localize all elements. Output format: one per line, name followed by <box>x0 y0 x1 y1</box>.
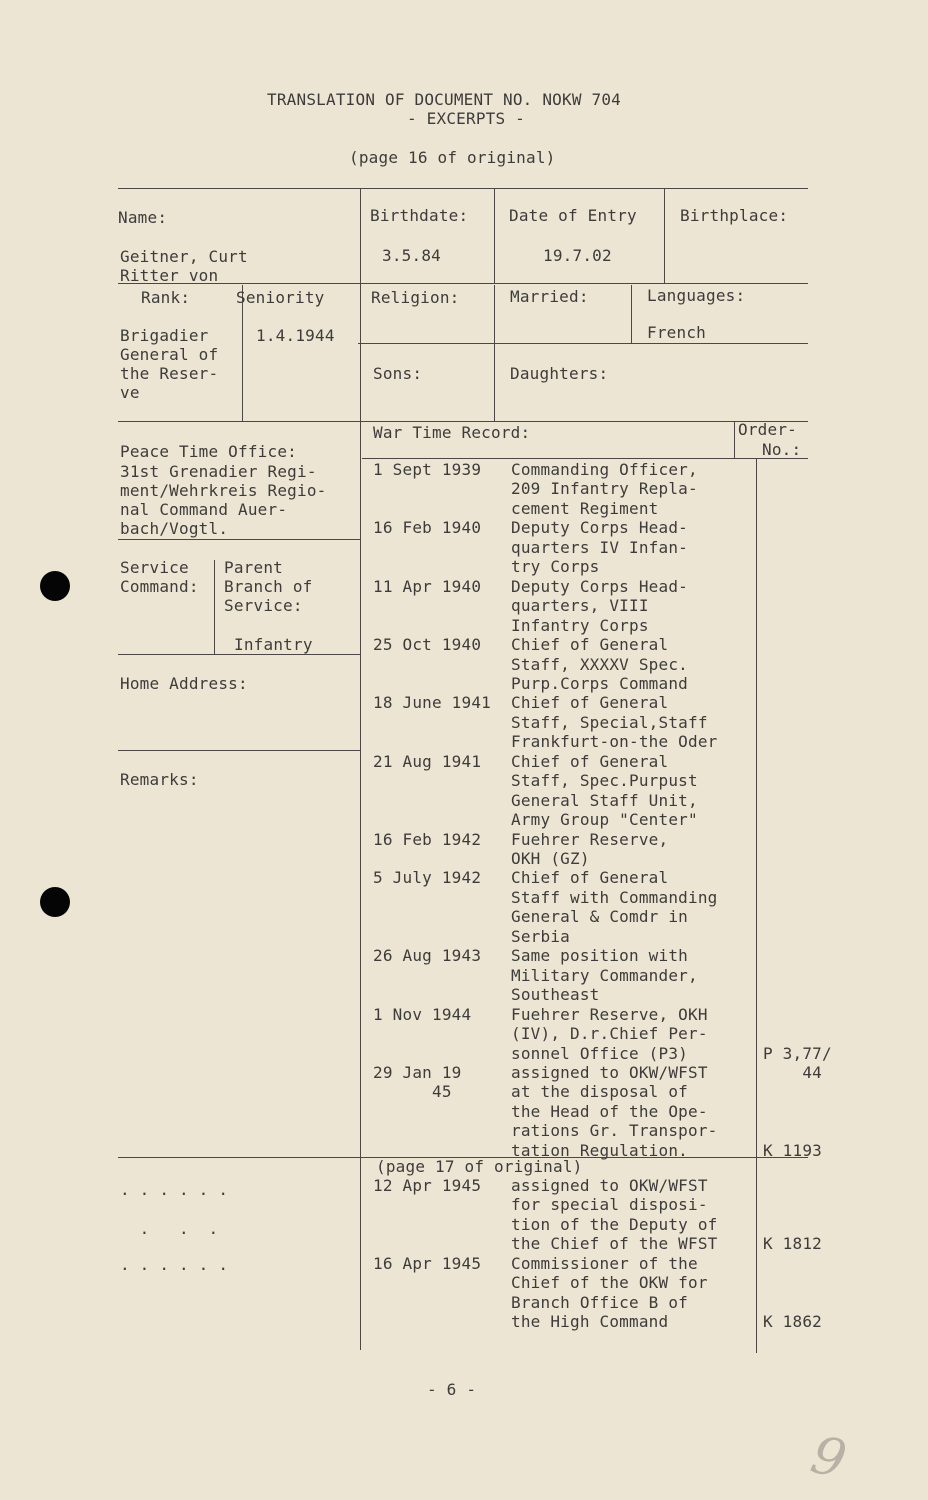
entry-text: (IV), D.r.Chief Per- <box>511 1024 708 1044</box>
punch-hole-top <box>40 571 70 601</box>
rule-rank <box>118 283 808 284</box>
entry-label: Date of Entry <box>509 206 637 225</box>
omission-dots: . . . <box>120 1219 219 1238</box>
entry-text: Staff, Spec.Purpust <box>511 771 698 791</box>
order-label-2: No.: <box>762 440 802 459</box>
entry-date: 16 Feb 1940 <box>373 518 482 538</box>
entry-text: Infantry Corps <box>511 615 649 635</box>
col-parent <box>214 560 215 654</box>
document-subtitle: - EXCERPTS - <box>407 109 525 128</box>
entry-date: 5 July 1942 <box>373 868 482 888</box>
service-label-1: Service <box>120 558 189 577</box>
remarks-label: Remarks: <box>120 770 199 789</box>
entry-value: 19.7.02 <box>543 246 612 265</box>
entry-date: 11 Apr 1940 <box>373 576 482 596</box>
pencil-mark: 9 <box>805 1424 852 1492</box>
birthdate-label: Birthdate: <box>370 206 469 225</box>
entry-text: Chief of General <box>511 751 669 771</box>
entry-text: the Chief of the WFST <box>511 1234 718 1254</box>
parent-label-2: Branch of <box>224 577 313 596</box>
entry-order-no: 44 <box>763 1062 822 1082</box>
rank-value-4: ve <box>120 383 140 402</box>
entry-text: Same position with <box>511 946 688 966</box>
languages-value: French <box>647 323 706 342</box>
entry-order-no: K 1193 <box>763 1140 822 1160</box>
entry-text: Serbia <box>511 926 570 946</box>
entry-text: Commanding Officer, <box>511 460 698 479</box>
entry-text: tation Regulation. <box>511 1140 688 1160</box>
entry-text: the Head of the Ope- <box>511 1101 708 1121</box>
entry-text: Chief of General <box>511 868 669 888</box>
col-entry <box>494 188 495 283</box>
peace-value-1: 31st Grenadier Regi- <box>120 462 317 481</box>
entry-text: assigned to OKW/WFST <box>511 1176 708 1195</box>
name-value-2: Ritter von <box>120 266 219 285</box>
entry-text: Staff with Commanding <box>511 887 718 907</box>
daughters-label: Daughters: <box>510 364 609 383</box>
entry-text: Southeast <box>511 985 600 1005</box>
parent-label-3: Service: <box>224 596 303 615</box>
entry-date: 1 Sept 1939 <box>373 460 482 479</box>
entry-text: sonnel Office (P3) <box>511 1043 688 1063</box>
entry-text: try Corps <box>511 557 600 577</box>
entry-text: Deputy Corps Head- <box>511 518 688 538</box>
languages-label: Languages: <box>647 286 746 305</box>
entry-order-no: K 1812 <box>763 1234 822 1254</box>
name-value-1: Geitner, Curt <box>120 247 248 266</box>
peace-value-3: nal Command Auer- <box>120 500 288 519</box>
entry-text: Frankfurt-on-the Oder <box>511 732 718 752</box>
omission-dots: . . . . . . <box>120 1180 229 1199</box>
entry-text: Chief of General <box>511 693 669 713</box>
entry-text: tion of the Deputy of <box>511 1214 718 1234</box>
entry-text: Military Commander, <box>511 965 698 985</box>
entry-date: 25 Oct 1940 <box>373 635 482 655</box>
entry-text: Fuehrer Reserve, OKH <box>511 1004 708 1024</box>
entry-text: General & Comdr in <box>511 907 688 927</box>
entry-text: Chief of the OKW for <box>511 1273 708 1293</box>
col-order-head <box>734 421 735 458</box>
entry-date: 12 Apr 1945 <box>373 1176 482 1195</box>
peace-value-2: ment/Wehrkreis Regio- <box>120 481 327 500</box>
parent-label-1: Parent <box>224 558 283 577</box>
entry-text: Purp.Corps Command <box>511 673 688 693</box>
rule-peace <box>118 539 360 540</box>
entry-date: 16 Apr 1945 <box>373 1253 482 1273</box>
entry-date: 21 Aug 1941 <box>373 751 482 771</box>
name-label: Name: <box>118 208 168 227</box>
home-address-label: Home Address: <box>120 674 248 693</box>
col-left <box>360 188 361 1350</box>
entry-date: 26 Aug 1943 <box>373 946 482 966</box>
rule-married <box>358 343 808 344</box>
rank-value-3: the Reser- <box>120 364 219 383</box>
entry-text: Staff, XXXXV Spec. <box>511 654 688 674</box>
entry-text: quarters, VIII <box>511 596 649 616</box>
sons-label: Sons: <box>373 364 423 383</box>
religion-label: Religion: <box>371 288 460 307</box>
entry-text: 209 Infantry Repla- <box>511 479 698 499</box>
document-title: TRANSLATION OF DOCUMENT NO. NOKW 704 <box>267 90 621 109</box>
married-label: Married: <box>510 287 589 306</box>
punch-hole-bottom <box>40 887 70 917</box>
service-label-2: Command: <box>120 577 199 596</box>
col-birthplace <box>664 188 665 283</box>
entry-text: Commissioner of the <box>511 1253 698 1273</box>
order-label-1: Order- <box>738 420 797 439</box>
rule-warhead <box>362 458 808 459</box>
col-order <box>756 458 757 1353</box>
rank-value-1: Brigadier <box>120 326 209 345</box>
page-note: (page 16 of original) <box>349 148 556 167</box>
page-number: - 6 - <box>427 1380 477 1399</box>
omission-dots: . . . . . . <box>120 1255 229 1274</box>
entry-date: 1 Nov 1944 <box>373 1004 472 1024</box>
rule-top <box>118 188 808 189</box>
entry-text: at the disposal of <box>511 1082 688 1102</box>
birthdate-value: 3.5.84 <box>382 246 441 265</box>
entry-text: for special disposi- <box>511 1195 708 1215</box>
rule-war <box>118 421 808 422</box>
entry-text: Deputy Corps Head- <box>511 576 688 596</box>
entry-date: 45 <box>373 1082 452 1102</box>
entry-text: Army Group "Center" <box>511 810 698 830</box>
seniority-label: Seniority <box>236 288 325 307</box>
entry-order-no: K 1862 <box>763 1312 822 1332</box>
rule-home <box>118 750 360 751</box>
entry-text: Chief of General <box>511 635 669 655</box>
entry-text: General Staff Unit, <box>511 790 698 810</box>
entry-date: 16 Feb 1942 <box>373 829 482 849</box>
peace-value-4: bach/Vogtl. <box>120 519 229 538</box>
col-languages <box>631 285 632 343</box>
war-record-label: War Time Record: <box>373 423 531 442</box>
entry-date: 18 June 1941 <box>373 693 491 713</box>
col-married <box>494 285 495 421</box>
entry-text: assigned to OKW/WFST <box>511 1062 708 1082</box>
entry-text: Staff, Special,Staff <box>511 712 708 732</box>
entry-text: Branch Office B of <box>511 1292 688 1312</box>
entry-text: OKH (GZ) <box>511 849 590 868</box>
parent-value: Infantry <box>234 635 313 654</box>
peace-label: Peace Time Office: <box>120 442 297 461</box>
entry-order-no: P 3,77/ <box>763 1043 832 1063</box>
entry-text: the High Command <box>511 1312 669 1332</box>
rank-label: Rank: <box>141 288 191 307</box>
entry-text: quarters IV Infan- <box>511 537 688 557</box>
rank-value-2: General of <box>120 345 219 364</box>
continuation-page-note: (page 17 of original) <box>376 1157 583 1176</box>
birthplace-label: Birthplace: <box>680 206 789 225</box>
entry-text: Fuehrer Reserve, <box>511 829 669 849</box>
entry-text: rations Gr. Transpor- <box>511 1121 718 1141</box>
entry-text: cement Regiment <box>511 498 659 518</box>
entry-date: 29 Jan 19 <box>373 1062 462 1082</box>
seniority-value: 1.4.1944 <box>256 326 335 345</box>
